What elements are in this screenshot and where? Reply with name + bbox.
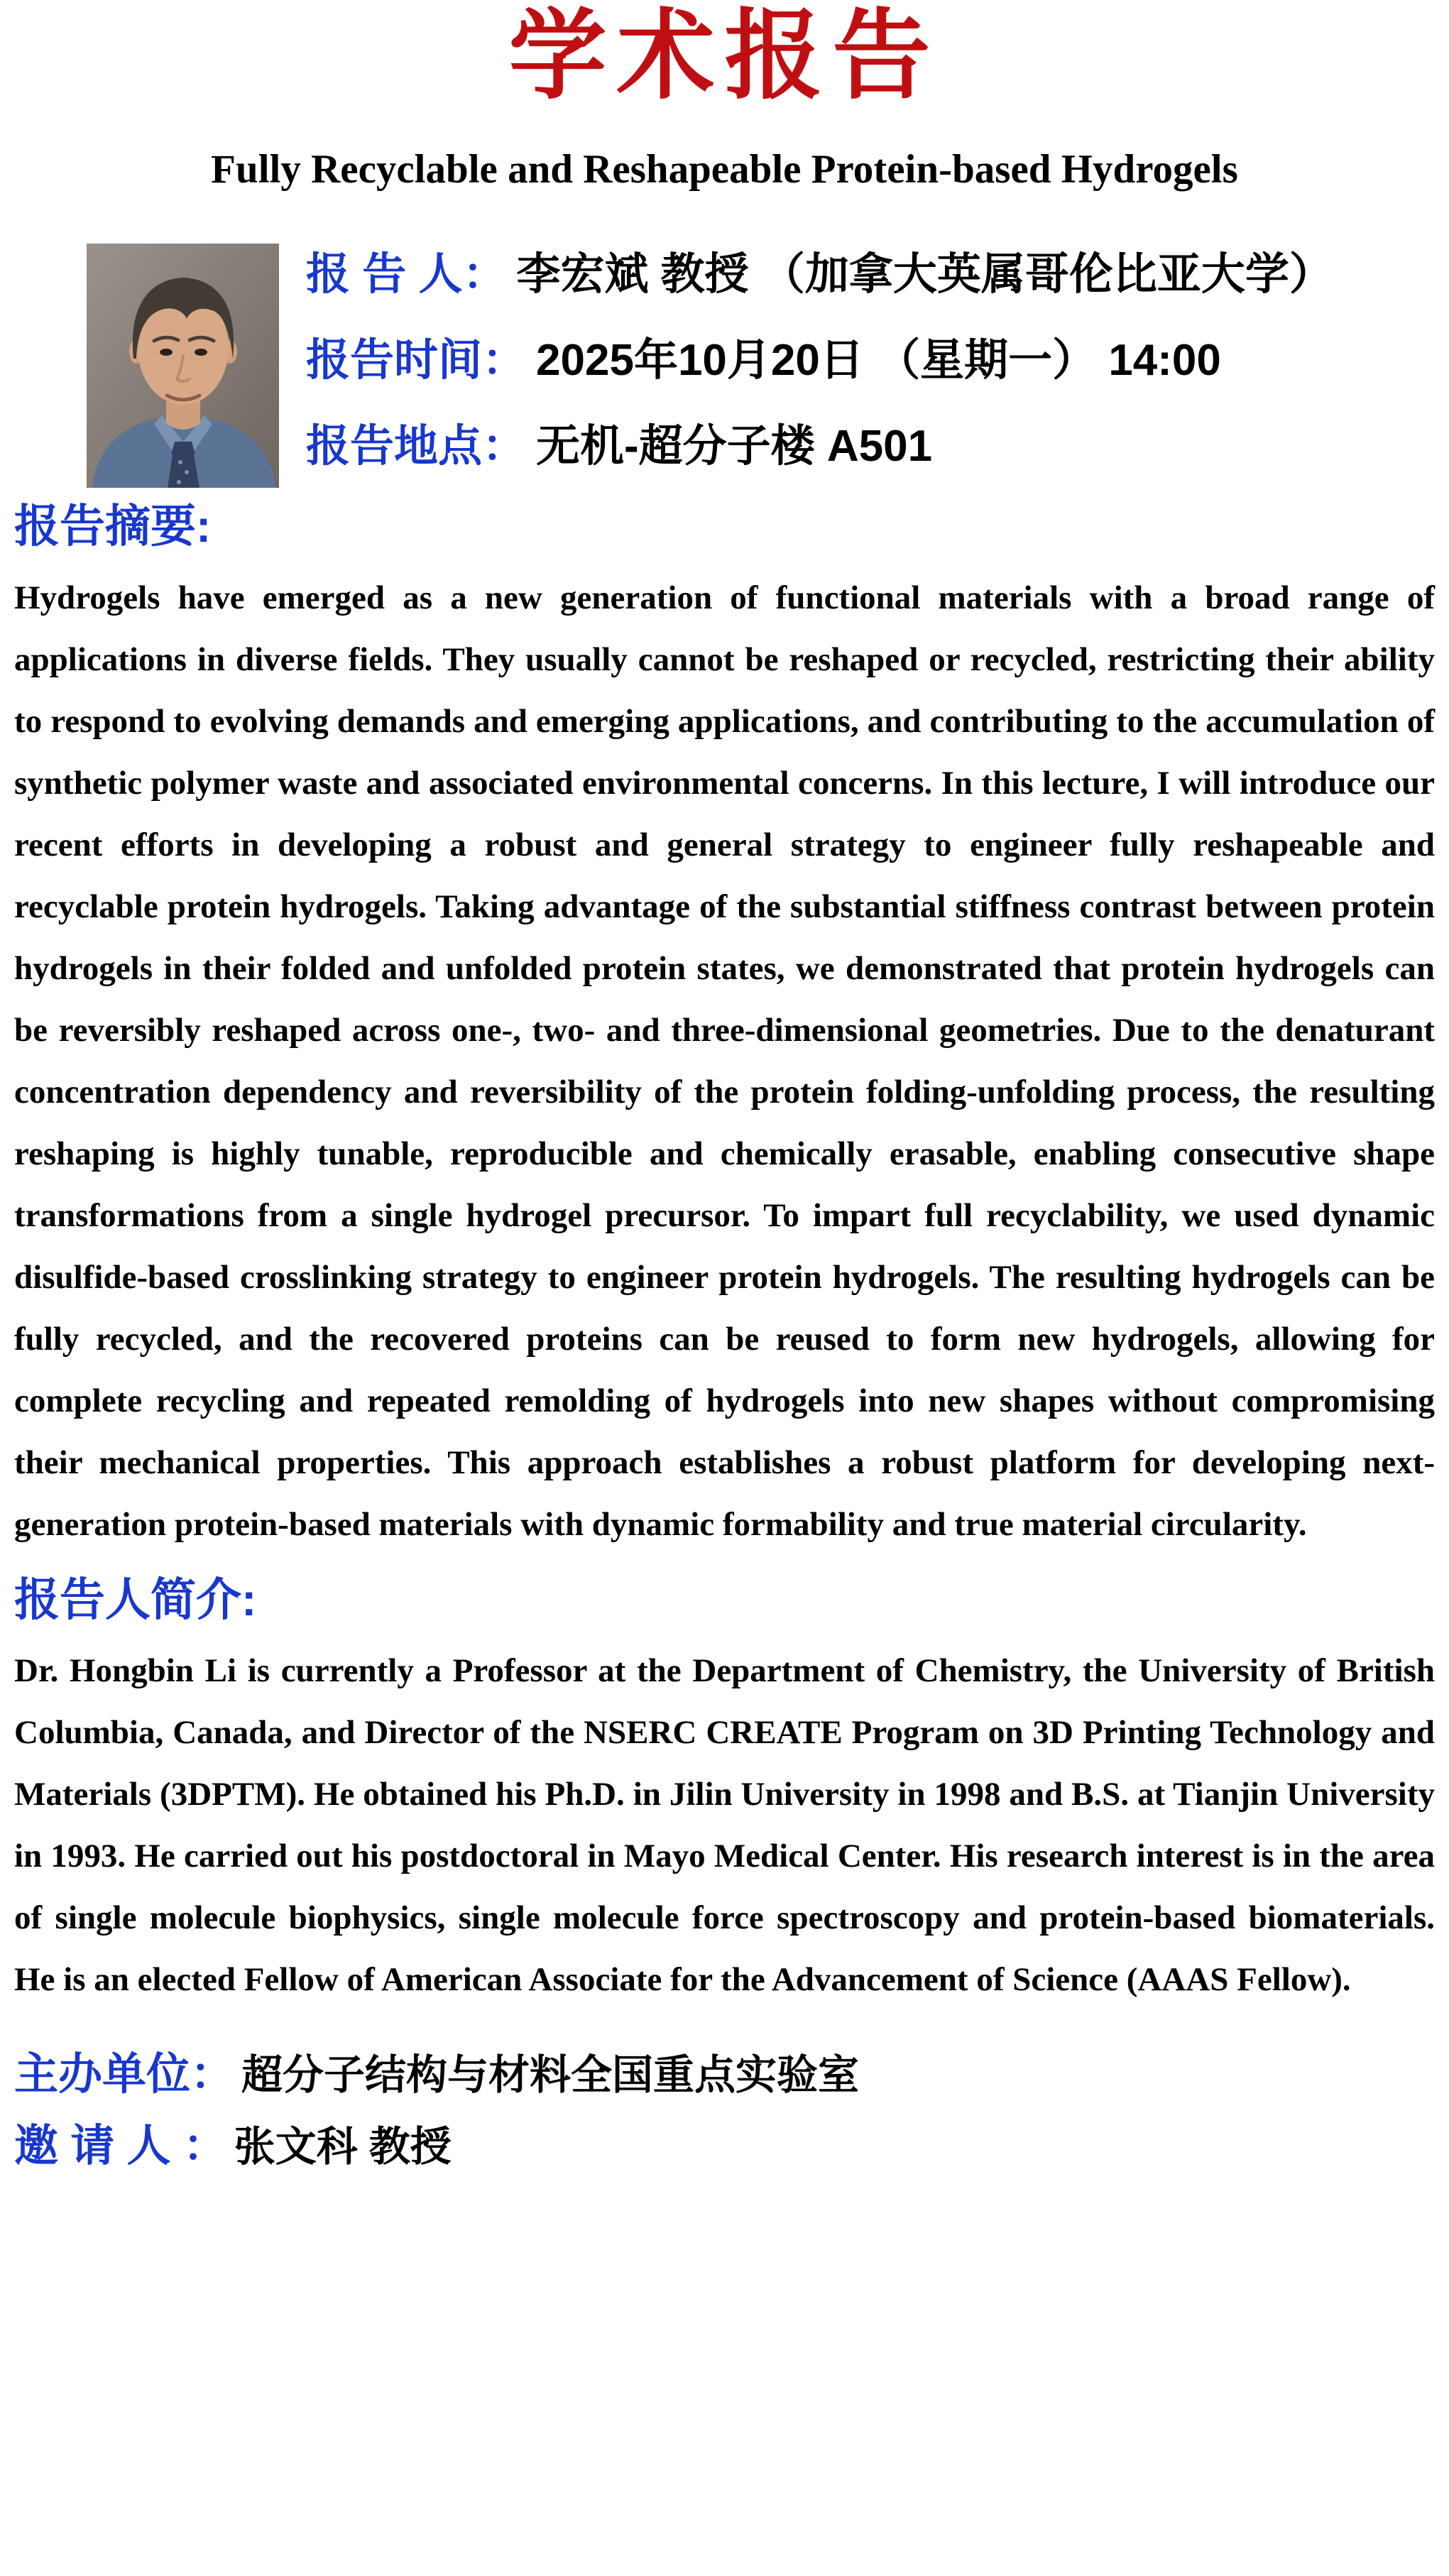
location-row — [306, 422, 1333, 471]
abstract-text: Hydrogels have emerged as a new generation of functional materials with a broad range of applications in diverse fields. They usually cannot be reshaped or recycled, restricting their ability to respond to evolving demands and emerging applications, and contributing to the accumulation of synthetic polymer waste and associated environmental concerns. In this lecture, I will introduce our recent efforts in developing a robust and general strategy to engineer fully reshapeable and recyclable protein hydrogels. Taking advantage of the substantial stiffness contrast between protein hydrogels in their folded and unfolded protein states, we demonstrated that protein hydrogels can be reversibly reshaped across one-, two- and three-dimensional geometries. Due to the denaturant concentration dependency and reversibility of the protein folding-unfolding process, the resulting reshaping is highly tunable, reproducible and chemically erasable, enabling consecutive shape transformations from a single hydrogel precursor. To impart full recyclability, we used dynamic disulfide-based crosslinking strategy to engineer protein hydrogels. The resulting hydrogels can be fully recycled, and the recovered proteins can be reused to form new hydrogels, allowing for complete recycling and repeated remolding of hydrogels into new shapes without compromising their mechanical properties. This approach establishes a robust platform for developing next-generation protein-based materials with dynamic formability and true material circularity. — [14, 579, 1435, 1543]
organizer-label: 主办单位： — [14, 2050, 235, 2100]
inviter-row — [14, 2121, 1435, 2171]
bio-header: 报告人简介: — [14, 1573, 257, 1625]
time-row — [306, 337, 1333, 385]
speaker-value: 李宏斌 教授 （加拿大英属哥伦比亚大学） — [516, 249, 1333, 299]
page-title: 学术报告 — [508, 1, 941, 111]
bio-text: Dr. Hongbin Li is currently a Professor at the Department of Chemistry, the University of British Columbia, Canada, and Director of the NSERC CREATE Program on 3D Printing Technology and Materials (3DPTM). He obtained his Ph.D. in Jilin University in 1998 and B.S. at Tianjin University in 1993. He carried out his postdoctoral in Mayo Medical Center. His research interest is in the area of single molecule biophysics, single molecule force spectroscopy and protein-based biomaterials. He is an elected Fellow of American Associate for the Advancement of Science (AAAS Fellow). — [14, 1652, 1435, 1999]
location-value: 无机-超分子楼 A501 — [536, 421, 933, 471]
talk-info-section — [87, 244, 1435, 488]
location-label: 报告地点： — [306, 421, 527, 471]
time-value: 2025年10月20日 （星期一） 14:00 — [536, 335, 1221, 385]
abstract-header: 报告摘要: — [14, 500, 212, 552]
time-label: 报告时间： — [306, 335, 527, 385]
speaker-label: 报 告 人： — [306, 249, 507, 299]
inviter-label: 邀 请 人 ： — [14, 2122, 227, 2171]
organizer-value: 超分子结构与材料全国重点实验室 — [241, 2052, 860, 2099]
footer-section — [14, 2049, 1435, 2172]
speaker-photo — [87, 244, 279, 488]
talk-info-rows — [279, 244, 1333, 488]
organizer-row — [14, 2049, 1435, 2100]
inviter-value: 张文科 教授 — [234, 2124, 452, 2171]
speaker-portrait-illustration — [87, 244, 279, 488]
talk-title: Fully Recyclable and Reshapeable Protein-based Hydrogels — [211, 146, 1238, 192]
speaker-row — [306, 251, 1333, 299]
